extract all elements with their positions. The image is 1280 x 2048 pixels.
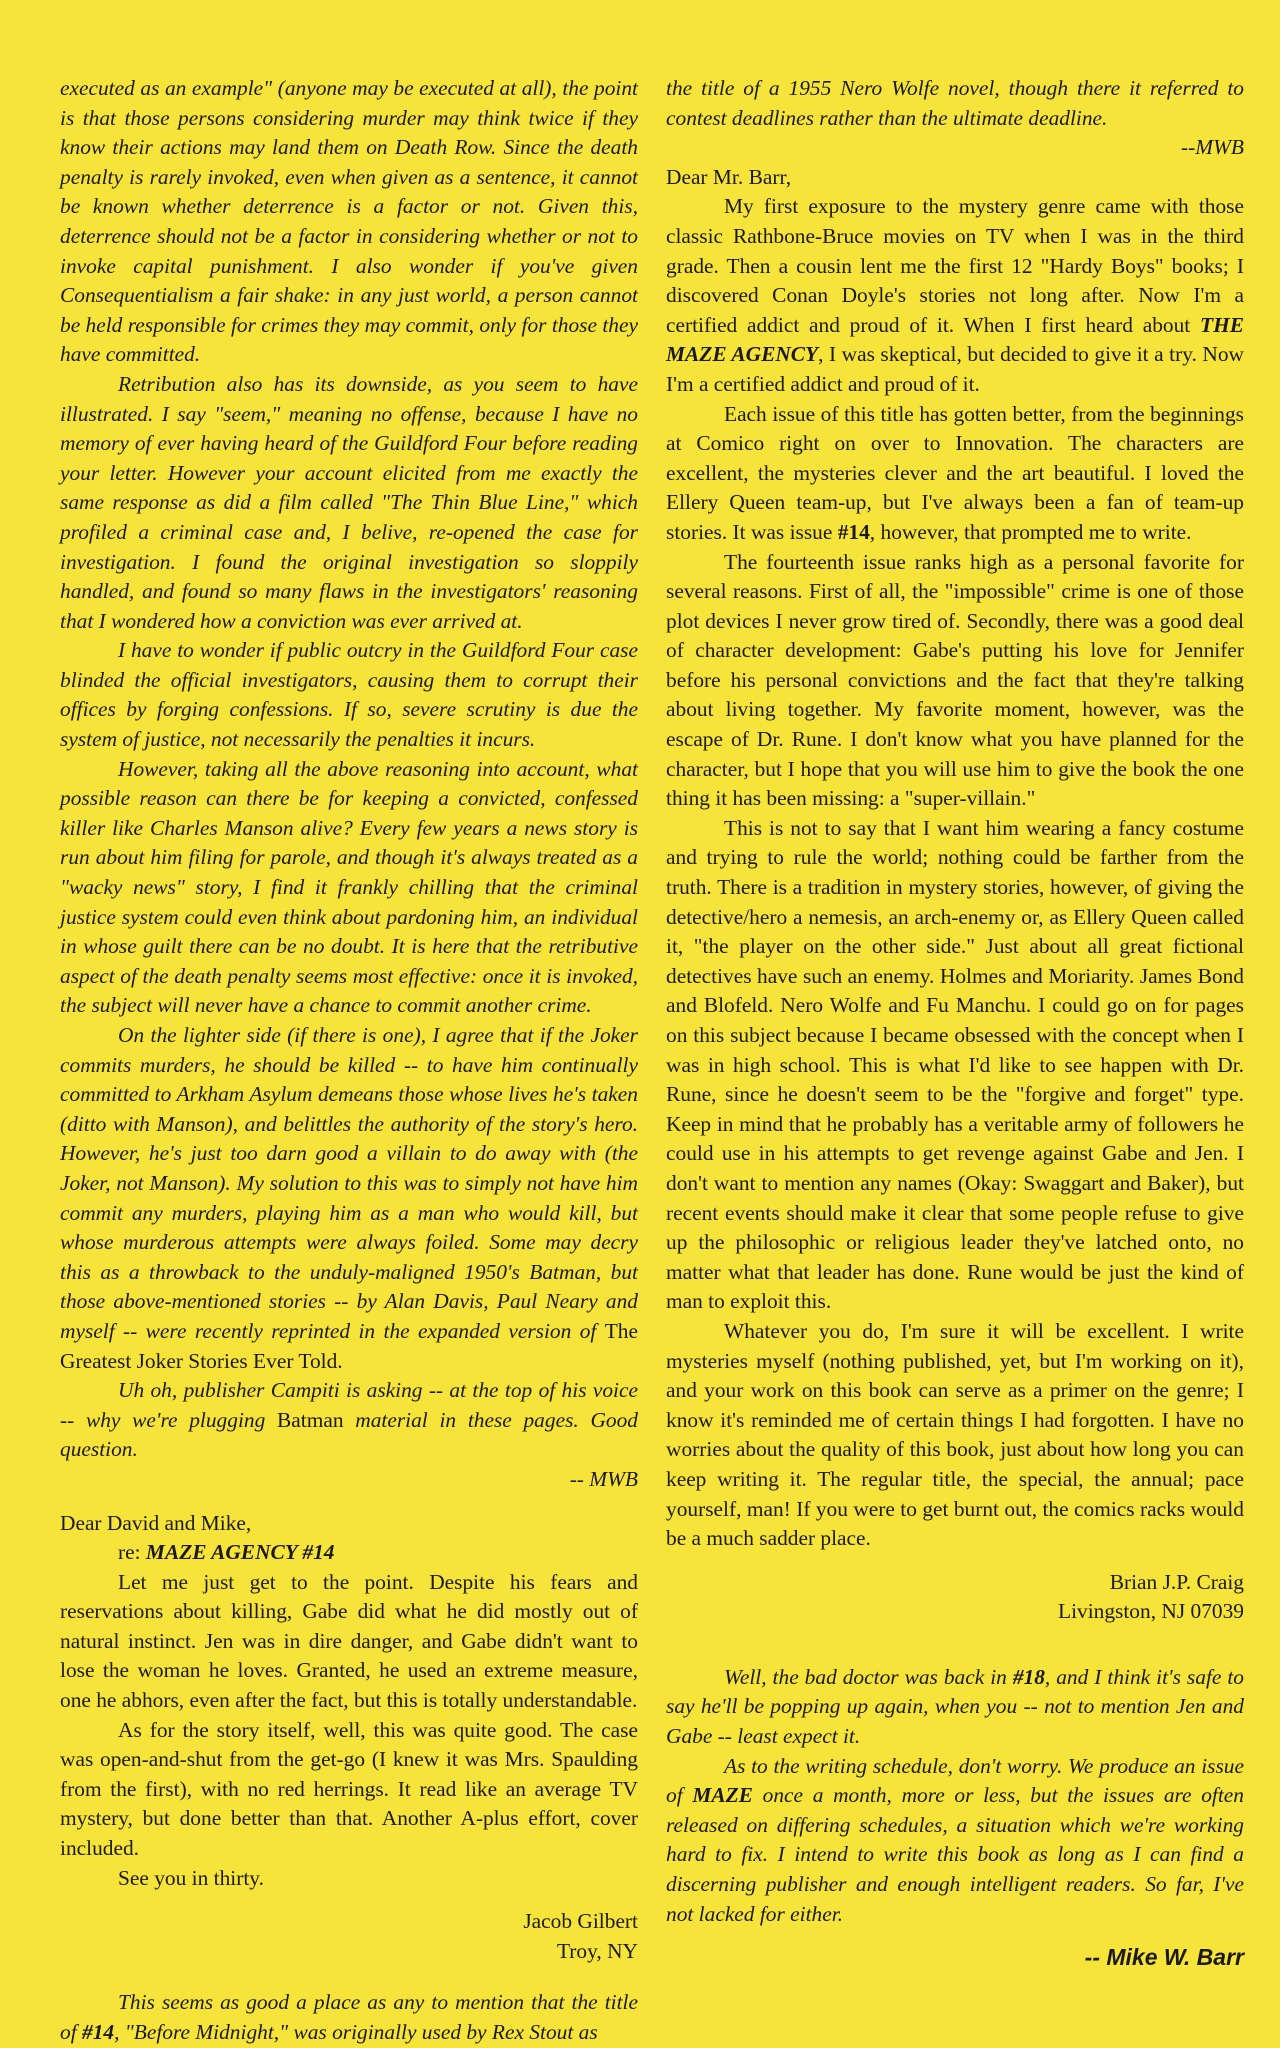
letter-paragraph: Let me just get to the point. Despite his fears and reservations about killing, Gabe did what he did mostly out of natural instinct. Jen was in dire danger, and Gabe didn't want to lose the woman he loves. Granted, he used an extreme measure, one he abhors, even after the fact, but this is totally understandable. (60, 1569, 638, 1713)
letter-text: Each issue of this title has gotten better, from the beginnings at Comico right on over to Innovation. The characters are excellent, the mysteries clever and the art beautiful. I loved the Ellery Queen team-up, but I've always been a fan of team-up stories. It was issue (666, 401, 1244, 544)
campiti-text-end: material in these pages. Good question. (60, 1407, 638, 1462)
issue-number: #14 (837, 519, 870, 544)
spacer (666, 1554, 1244, 1568)
letter-paragraph (666, 400, 1244, 548)
editor-reply-paragraph (666, 1752, 1244, 1930)
editor-signature: -- Mike W. Barr (1084, 1944, 1244, 1971)
letter-paragraph: This is not to say that I want him wearing a fancy costume and trying to rule the world; nothing could be farther from the truth. There is a tradition in mystery stories, however, of giving the detective/hero a nemesis, an arch-enemy or, as Ellery Queen called it, "the player on the other side." Just about all great fictional detectives have such an enemy. Holmes and Moriarity. James Bond and Blofeld. Nero Wolfe and Fu Manchu. I could go on for pages on this subject because I became obsessed with the concept when I was in high school. This is what I'd like to see happen with Dr. Rune, since he doesn't seem to be the "forgive and forget" type. Keep in mind that he probably has a veritable army of followers he could use in his attempts to get revenge against Gabe and Jen. I don't want to mention any names (Okay: Swaggart and Baker), but recent events should make it clear that some people refuse to give up the philosophic or religious leader they've latched onto, no matter what that leader has done. Rune would be just the kind of man to exploit this. (666, 815, 1244, 1314)
letter-signature-name: Brian J.P. Craig (1109, 1569, 1244, 1594)
letter-salutation: Dear Mr. Barr, (666, 164, 792, 189)
series-title: THE MAZE AGENCY (666, 312, 1244, 367)
reply-text-end: , "Before Midnight," was originally used by Rex Stout as (114, 2020, 598, 2044)
letter-paragraph: As for the story itself, well, this was quite good. The case was open-and-shut from the get-go (I knew it was Mrs. Spaulding from the first), with no red herrings. It read like an average TV mystery, but done better than that. Another A-plus effort, cover included. (60, 1717, 638, 1861)
re-prefix: re: (118, 1540, 146, 1565)
left-column (60, 74, 638, 2044)
letter-regarding (60, 1538, 638, 1568)
editor-reply-continued: executed as an example" (anyone may be executed at all), the point is that those persons considering murder may think twice if they know their actions may land them on Death Row. Since the death penalty is rarely invoked, even when given as a sentence, it cannot be known whether deterrence is a factor or not. Given this, deterrence should not be a factor in considering whether or not to invoke capital punishment. I also wonder if you've given Consequentialism a fair shake: in any just world, a person cannot be held responsible for crimes they may commit, only for those they have committed. (60, 76, 638, 367)
editor-reply-paragraph: However, taking all the above reasoning into account, what possible reason can there be for keeping a convicted, confessed killer like Charles Manson alive? Every few years a news story is run about him filing for parole, and though it's always treated as a "wacky news" story, I find it frankly chilling that the criminal justice system could even think about pardoning him, an individual in whose guilt there can be no doubt. It is here that the retributive aspect of the death penalty seems most effective: once it is invoked, the subject will never have a chance to commit another crime. (60, 756, 638, 1018)
spacer (666, 1649, 1244, 1663)
editor-initials: -- MWB (569, 1466, 638, 1491)
letter-paragraph: The fourteenth issue ranks high as a personal favorite for several reasons. First of all, the "impossible" crime is one of those plot devices I never grow tired of. Secondly, there was a good deal of character development: Gabe's putting his love for Jennifer before his personal convictions and the fact that they're talking about living together. My favorite moment, however, was the escape of Dr. Rune. I don't know what you have planned for the character, but I hope that you will use him to give the book the one thing it has been missing: a "super-villain." (666, 549, 1244, 811)
letter-paragraph: Whatever you do, I'm sure it will be excellent. I write mysteries myself (nothing published, yet, but I'm working on it), and your work on this book can serve as a primer on the genre; I know it's reminded me of certain things I had forgotten. I have no worries about the quality of this book, just about how long you can keep writing it. The regular title, the special, the annual; pace yourself, man! If you were to get burnt out, the comics racks would be a much sadder place. (666, 1318, 1244, 1551)
reply-text: Well, the bad doctor was back in (724, 1664, 1013, 1689)
editor-reply-paragraph (60, 1021, 638, 1376)
batman-title: Batman (277, 1407, 344, 1432)
issue-number: #14 (82, 2020, 115, 2044)
reply-text-end: once a month, more or less, but the issues are often released on differing schedules, a situation which we're working hard to fix. I intend to write this book as long as I can find a discerning publisher and enough intelligent readers. So far, I've not lacked for either. (666, 1783, 1244, 1926)
joker-paragraph-text: On the lighter side (if there is one), I agree that if the Joker commits murders, he should be killed -- to have him continually committed to Arkham Asylum demeans those whose lives he's taken (ditto with Manson), and belittles the authority of the story's hero. However, he's just too darn good a villain to do away with (the Joker, not Manson). My solution to this was to simply not have him commit any murders, playing him as a man who would kill, but whose murderous attempts were always foiled. Some may decry this as a throwback to the unduly-maligned 1950's Batman, but those above-mentioned stories -- by Alan Davis, Paul Neary and myself -- were recently reprinted in the expanded version of (60, 1023, 638, 1343)
series-title: MAZE (692, 1783, 753, 1808)
spacer (60, 1893, 638, 1907)
editor-reply-paragraph (60, 1988, 638, 2047)
letter-paragraph: See you in thirty. (118, 1865, 264, 1890)
right-column (666, 74, 1244, 1971)
editor-reply-paragraph: Retribution also has its downside, as you seem to have illustrated. I say "seem," meaning no offense, because I have no memory of ever having heard of the Guildford Four before reading your letter. However your account elicited from me exactly the same response as did a film called "The Thin Blue Line," which profiled a criminal case and, I belive, re-opened the case for investigation. I found the original investigation so sloppily handled, and found so many flaws in the investigators' reasoning that I wondered how a conviction was ever arrived at. (60, 371, 638, 633)
editor-reply-continued: the title of a 1955 Nero Wolfe novel, though there it referred to contest deadlines rather than the ultimate deadline. (666, 76, 1244, 130)
letter-signature-name: Jacob Gilbert (523, 1909, 638, 1934)
letter-text-end: , however, that prompted me to write. (869, 519, 1192, 544)
book-title: The Greatest Joker Stories Ever Told. (60, 1318, 638, 1373)
editor-initials: --MWB (1181, 135, 1244, 160)
letter-paragraph (666, 192, 1244, 399)
reply-text: As to the writing schedule, don't worry. We produce an issue of (666, 1753, 1244, 1808)
letter-text-end: , I was skeptical, but decided to give it a try. Now I'm a certified addict and proud of it. (666, 342, 1244, 396)
letter-salutation: Dear David and Mike, (60, 1510, 252, 1535)
editor-reply-paragraph (60, 1376, 638, 1465)
letter-signature-place: Livingston, NJ 07039 (1058, 1599, 1244, 1624)
spacer (666, 1627, 1244, 1649)
letter-text: My first exposure to the mystery genre came with those classic Rathbone-Bruce movies on TV when I was in the third grade. Then a cousin lent me the first 12 "Hardy Boys" books; I discovered Conan Doyle's stories not long after. Now I'm a certified addict and proud of it. When I first heard about (666, 194, 1244, 337)
editor-reply-paragraph (666, 1663, 1244, 1752)
reply-text: This seems as good a place as any to mention that the title of (60, 1990, 638, 2044)
letter-signature-place: Troy, NY (556, 1938, 638, 1963)
campiti-text: Uh oh, publisher Campiti is asking -- at the top of his voice -- why we're plugging (60, 1378, 638, 1432)
editor-reply-paragraph: I have to wonder if public outcry in the Guildford Four case blinded the official investigators, causing them to corrupt their offices by forging confessions. If so, severe scrutiny is due the system of justice, not necessarily the penalties it incurs. (60, 638, 638, 752)
reply-text-end: , and I think it's safe to say he'll be popping up again, when you -- not to mention Jen and Gabe -- least expect it. (666, 1664, 1244, 1749)
issue-number: #18 (1012, 1664, 1045, 1689)
re-title: MAZE AGENCY #14 (145, 1540, 335, 1565)
spacer (60, 1495, 638, 1509)
spacer (60, 1966, 638, 1988)
